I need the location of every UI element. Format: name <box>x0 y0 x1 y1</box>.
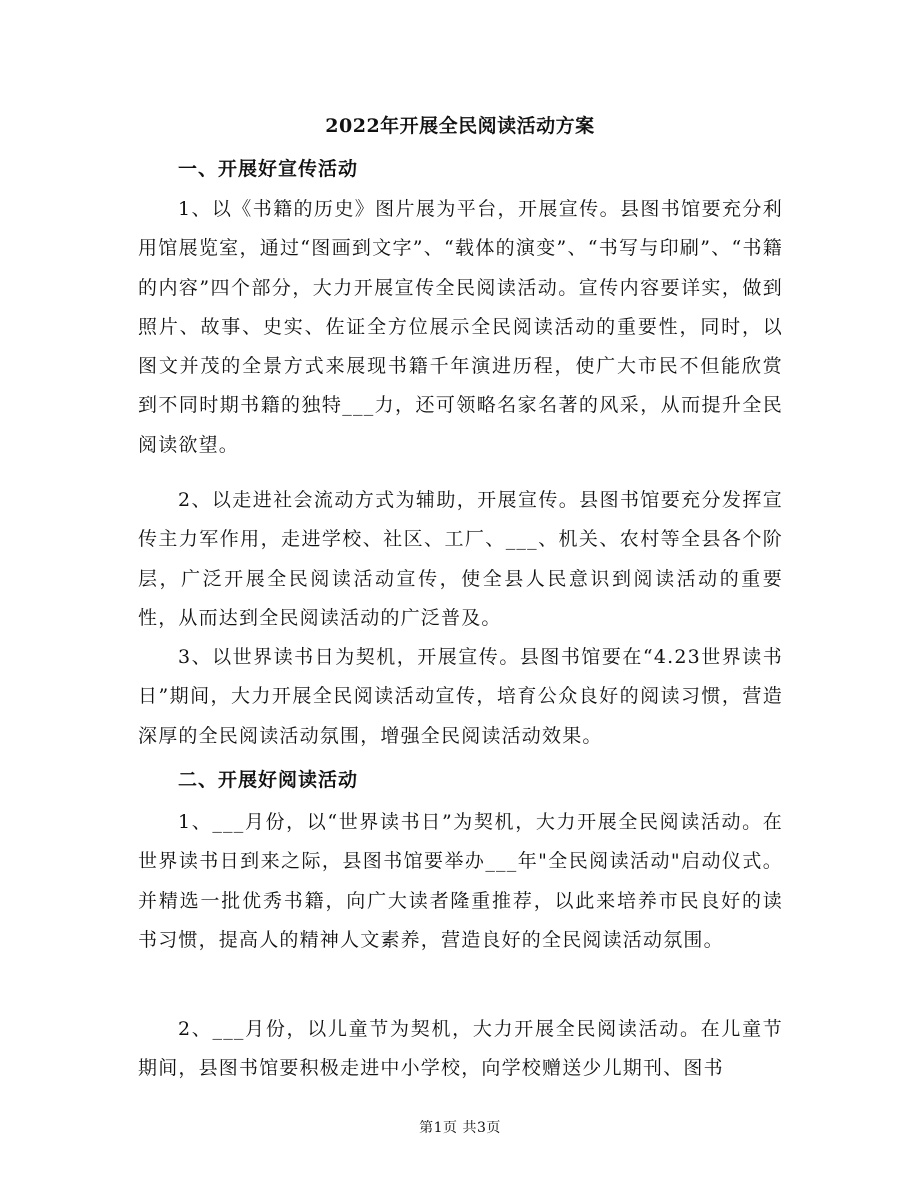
paragraph-publicity-3: 3、以世界读书日为契机，开展宣传。县图书馆要在“4.23世界读书日”期间，大力开展全民阅读活动宣传，培育公众良好的阅读习惯，营造深厚的全民阅读活动氛围，增强全民阅读活动效果。 <box>138 646 783 747</box>
section-heading-publicity: 一、开展好宣传活动 <box>178 158 359 180</box>
paragraph-reading-2: 2、___月份，以儿童节为契机，大力开展全民阅读活动。在儿童节期间，县图书馆要积极走进中小学校，向学校赠送少儿期刊、图书 <box>138 1018 783 1080</box>
paragraph-reading-1: 1、___月份，以“世界读书日”为契机，大力开展全民阅读活动。在世界读书日到来之际，县图书馆要举办___年"全民阅读活动"启动仪式。并精选一批优秀书籍，向广大读者隆重推荐，以此来培养市民良好的读书习惯，提高人的精神人文素养，营造良好的全民阅读活动氛围。 <box>138 811 783 951</box>
paragraph-publicity-1: 1、以《书籍的历史》图片展为平台，开展宣传。县图书馆要充分利用馆展览室，通过“图画到文字”、“载体的演变”、“书写与印刷”、“书籍的内容”四个部分，大力开展宣传全民阅读活动。宣传内容要详实，做到照片、故事、史实、佐证全方位展示全民阅读活动的重要性，同时，以图文并茂的全景方式来展现书籍千年演进历程，使广大市民不但能欣赏到不同时期书籍的独特___力，还可领略名家名著的风采，从而提升全民阅读欲望。 <box>138 198 783 456</box>
section-heading-reading: 二、开展好阅读活动 <box>178 769 359 791</box>
page-indicator: 第1页 共3页 <box>419 1120 501 1136</box>
paragraph-publicity-2: 2、以走进社会流动方式为辅助，开展宣传。县图书馆要充分发挥宣传主力军作用，走进学校、社区、工厂、___、机关、农村等全县各个阶层，广泛开展全民阅读活动宣传，使全县人民意识到阅读活动的重要性，从而达到全民阅读活动的广泛普及。 <box>138 489 783 629</box>
document-title: 2022年开展全民阅读活动方案 <box>325 115 595 137</box>
